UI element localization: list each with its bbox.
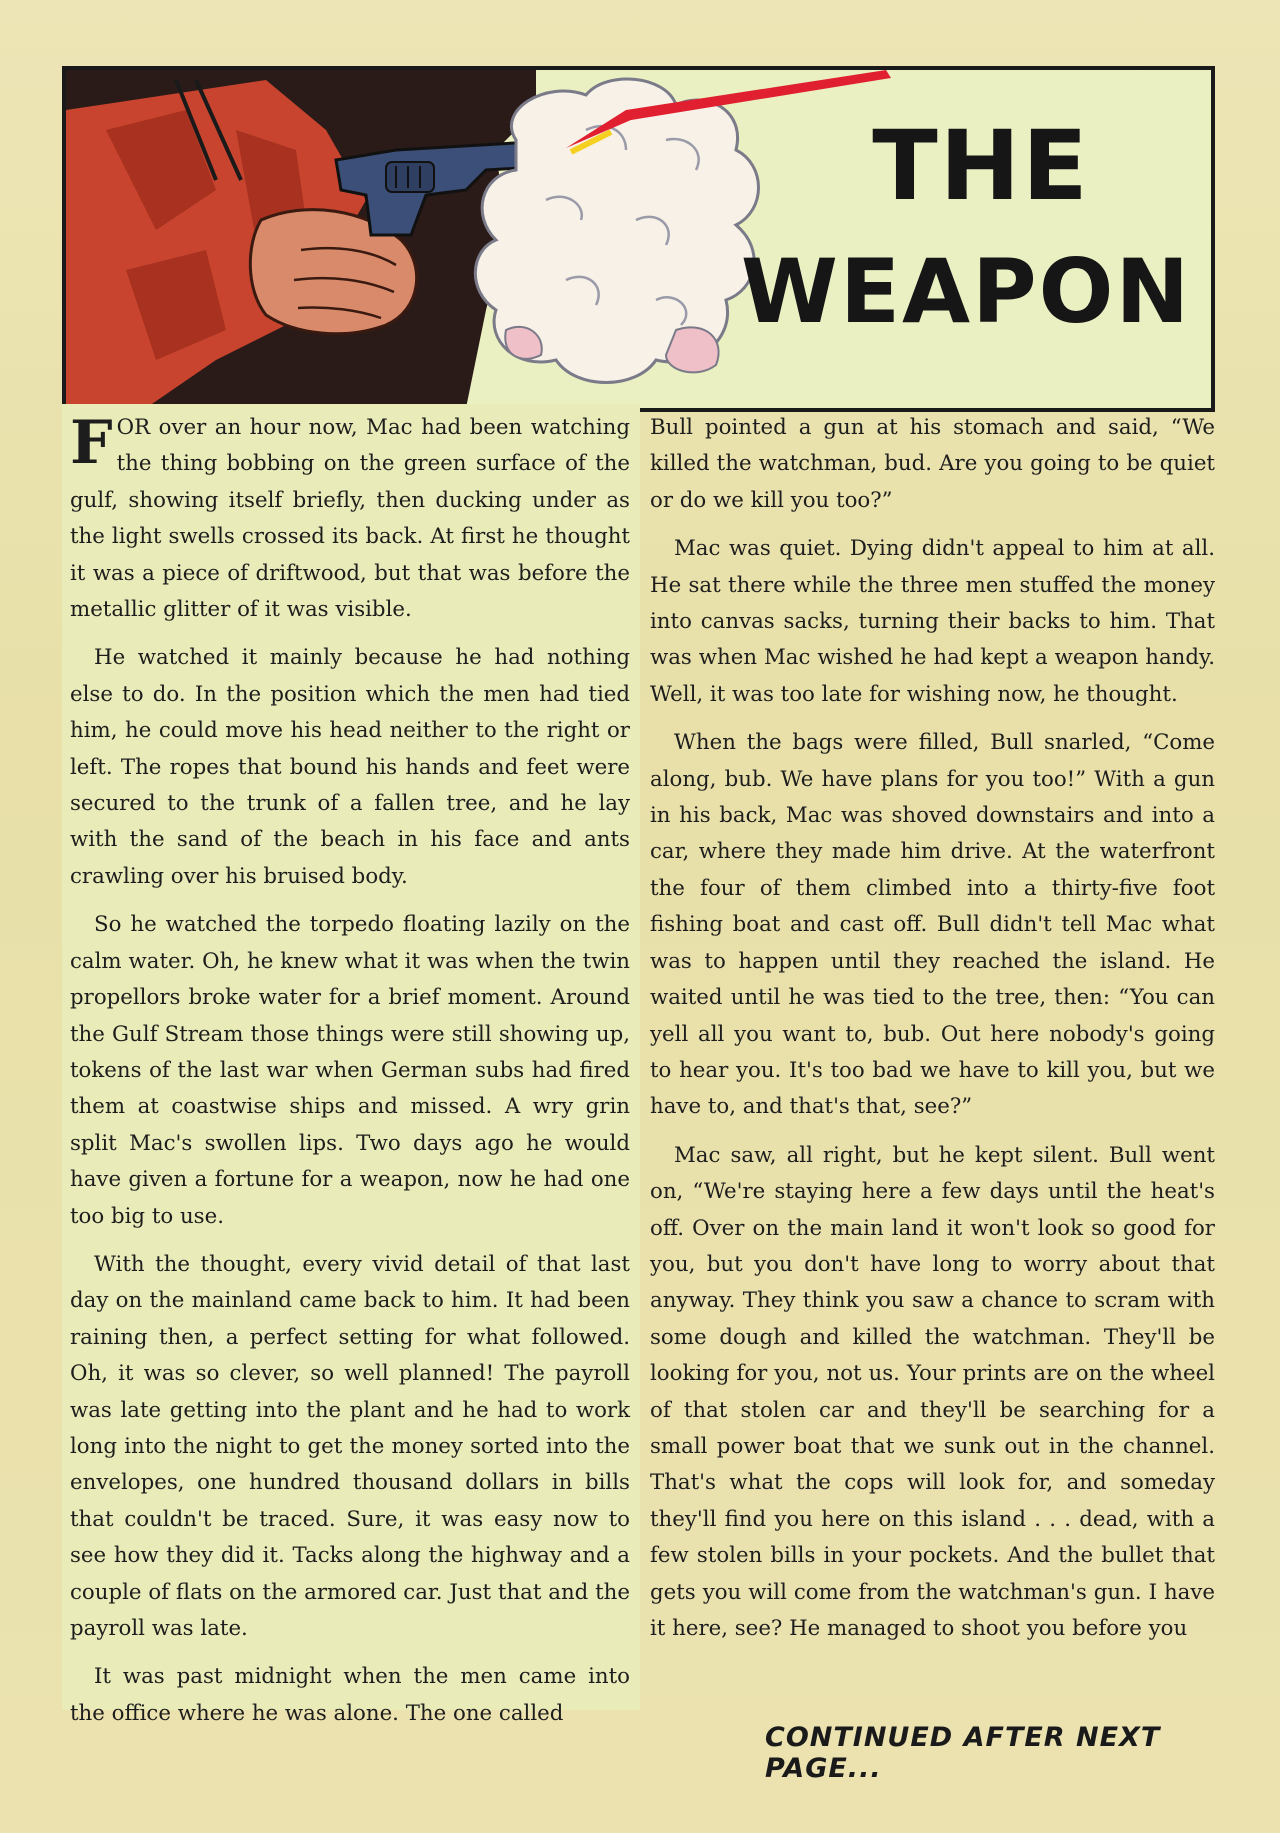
title-line-1: THE <box>872 110 1090 222</box>
story-title <box>726 110 1206 348</box>
paragraph: When the bags were filled, Bull snarled, “Come along, bub. We have plans for you too!” With a gun in his back, Mac was shoved downstairs and into a car, where they made him drive. At the waterfront the four of them climbed into a thirty-five foot fishing boat and cast off. Bull didn't tell Mac what was to happen until they reached the island. He waited until he was tied to the tree, then: “You can yell all you want to, bub. Out here nobody's going to hear you. It's too bad we have to kill you, but we have to, and that's that, see?” <box>650 730 1215 1120</box>
paragraph: Bull pointed a gun at his stomach and said, “We killed the watchman, bud. Are you going to be quiet or do we kill you too?” <box>650 415 1215 513</box>
drop-cap: F <box>70 408 113 478</box>
title-panel <box>62 66 1215 412</box>
paragraph: It was past midnight when the men came into the office where he was alone. The one called <box>70 1664 630 1726</box>
text-column-left <box>62 404 640 1726</box>
continued-note: CONTINUED AFTER NEXT PAGE... <box>765 1722 1161 1784</box>
text-column-right <box>650 402 1215 1710</box>
title-line-2: WEAPON <box>740 240 1192 343</box>
paragraph-text: OR over an hour now, Mac had been watching the thing bobbing on the green surface of the gulf, showing itself briefly, then ducking under as the light swells crossed its back. At first he thought it was a piece of driftwood, but that was before the metallic glitter of it was visible. <box>70 415 630 623</box>
paragraph: He watched it mainly because he had nothing else to do. In the position which the men had tied him, he could move his head neither to the right or left. The ropes that bound his hands and feet were secured to the trunk of a fallen tree, and he lay with the sand of the beach in his face and ants crawling over his bruised body. <box>70 645 630 889</box>
paragraph <box>70 410 630 628</box>
paragraph: With the thought, every vivid detail of that last day on the mainland came back to him. It had been raining then, a perfect setting for what followed. Oh, it was so clever, so well planned! The payroll was late getting into the plant and he had to work long into the night to get the money sorted into the envelopes, one hundred thousand dollars in bills that couldn't be traced. Sure, it was easy now to see how they did it. Tacks along the highway and a couple of flats on the armored car. Just that and the payroll was late. <box>70 1251 630 1641</box>
paragraph: Mac was quiet. Dying didn't appeal to him at all. He sat there while the three men stuffed the money into canvas sacks, turning their backs to him. That was when Mac wished he had kept a weapon handy. Well, it was too late for wishing now, he thought. <box>650 536 1215 707</box>
paragraph: So he watched the torpedo floating lazily on the calm water. Oh, he knew what it was when the twin propellors broke water for a brief moment. Around the Gulf Stream those things were still showing up, tokens of the last war when German subs had fired them at coastwise ships and missed. A wry grin split Mac's swollen lips. Two days ago he would have given a fortune for a weapon, now he had one too big to use. <box>70 912 630 1229</box>
paragraph: Mac saw, all right, but he kept silent. Bull went on, “We're staying here a few days until the heat's off. Over on the main land it won't look so good for you, but you don't have long to worry about that anyway. They think you saw a chance to scram with some dough and killed the watchman. They'll be looking for you, not us. Your prints are on the wheel of that stolen car and they'll be searching for a small power boat that we sunk out in the channel. That's what the cops will look for, and someday they'll find you here on this island . . . dead, with a few stolen bills in your pockets. And the bullet that gets you will come from the watchman's gun. I have it here, see? He managed to shoot you before you <box>650 1142 1215 1641</box>
